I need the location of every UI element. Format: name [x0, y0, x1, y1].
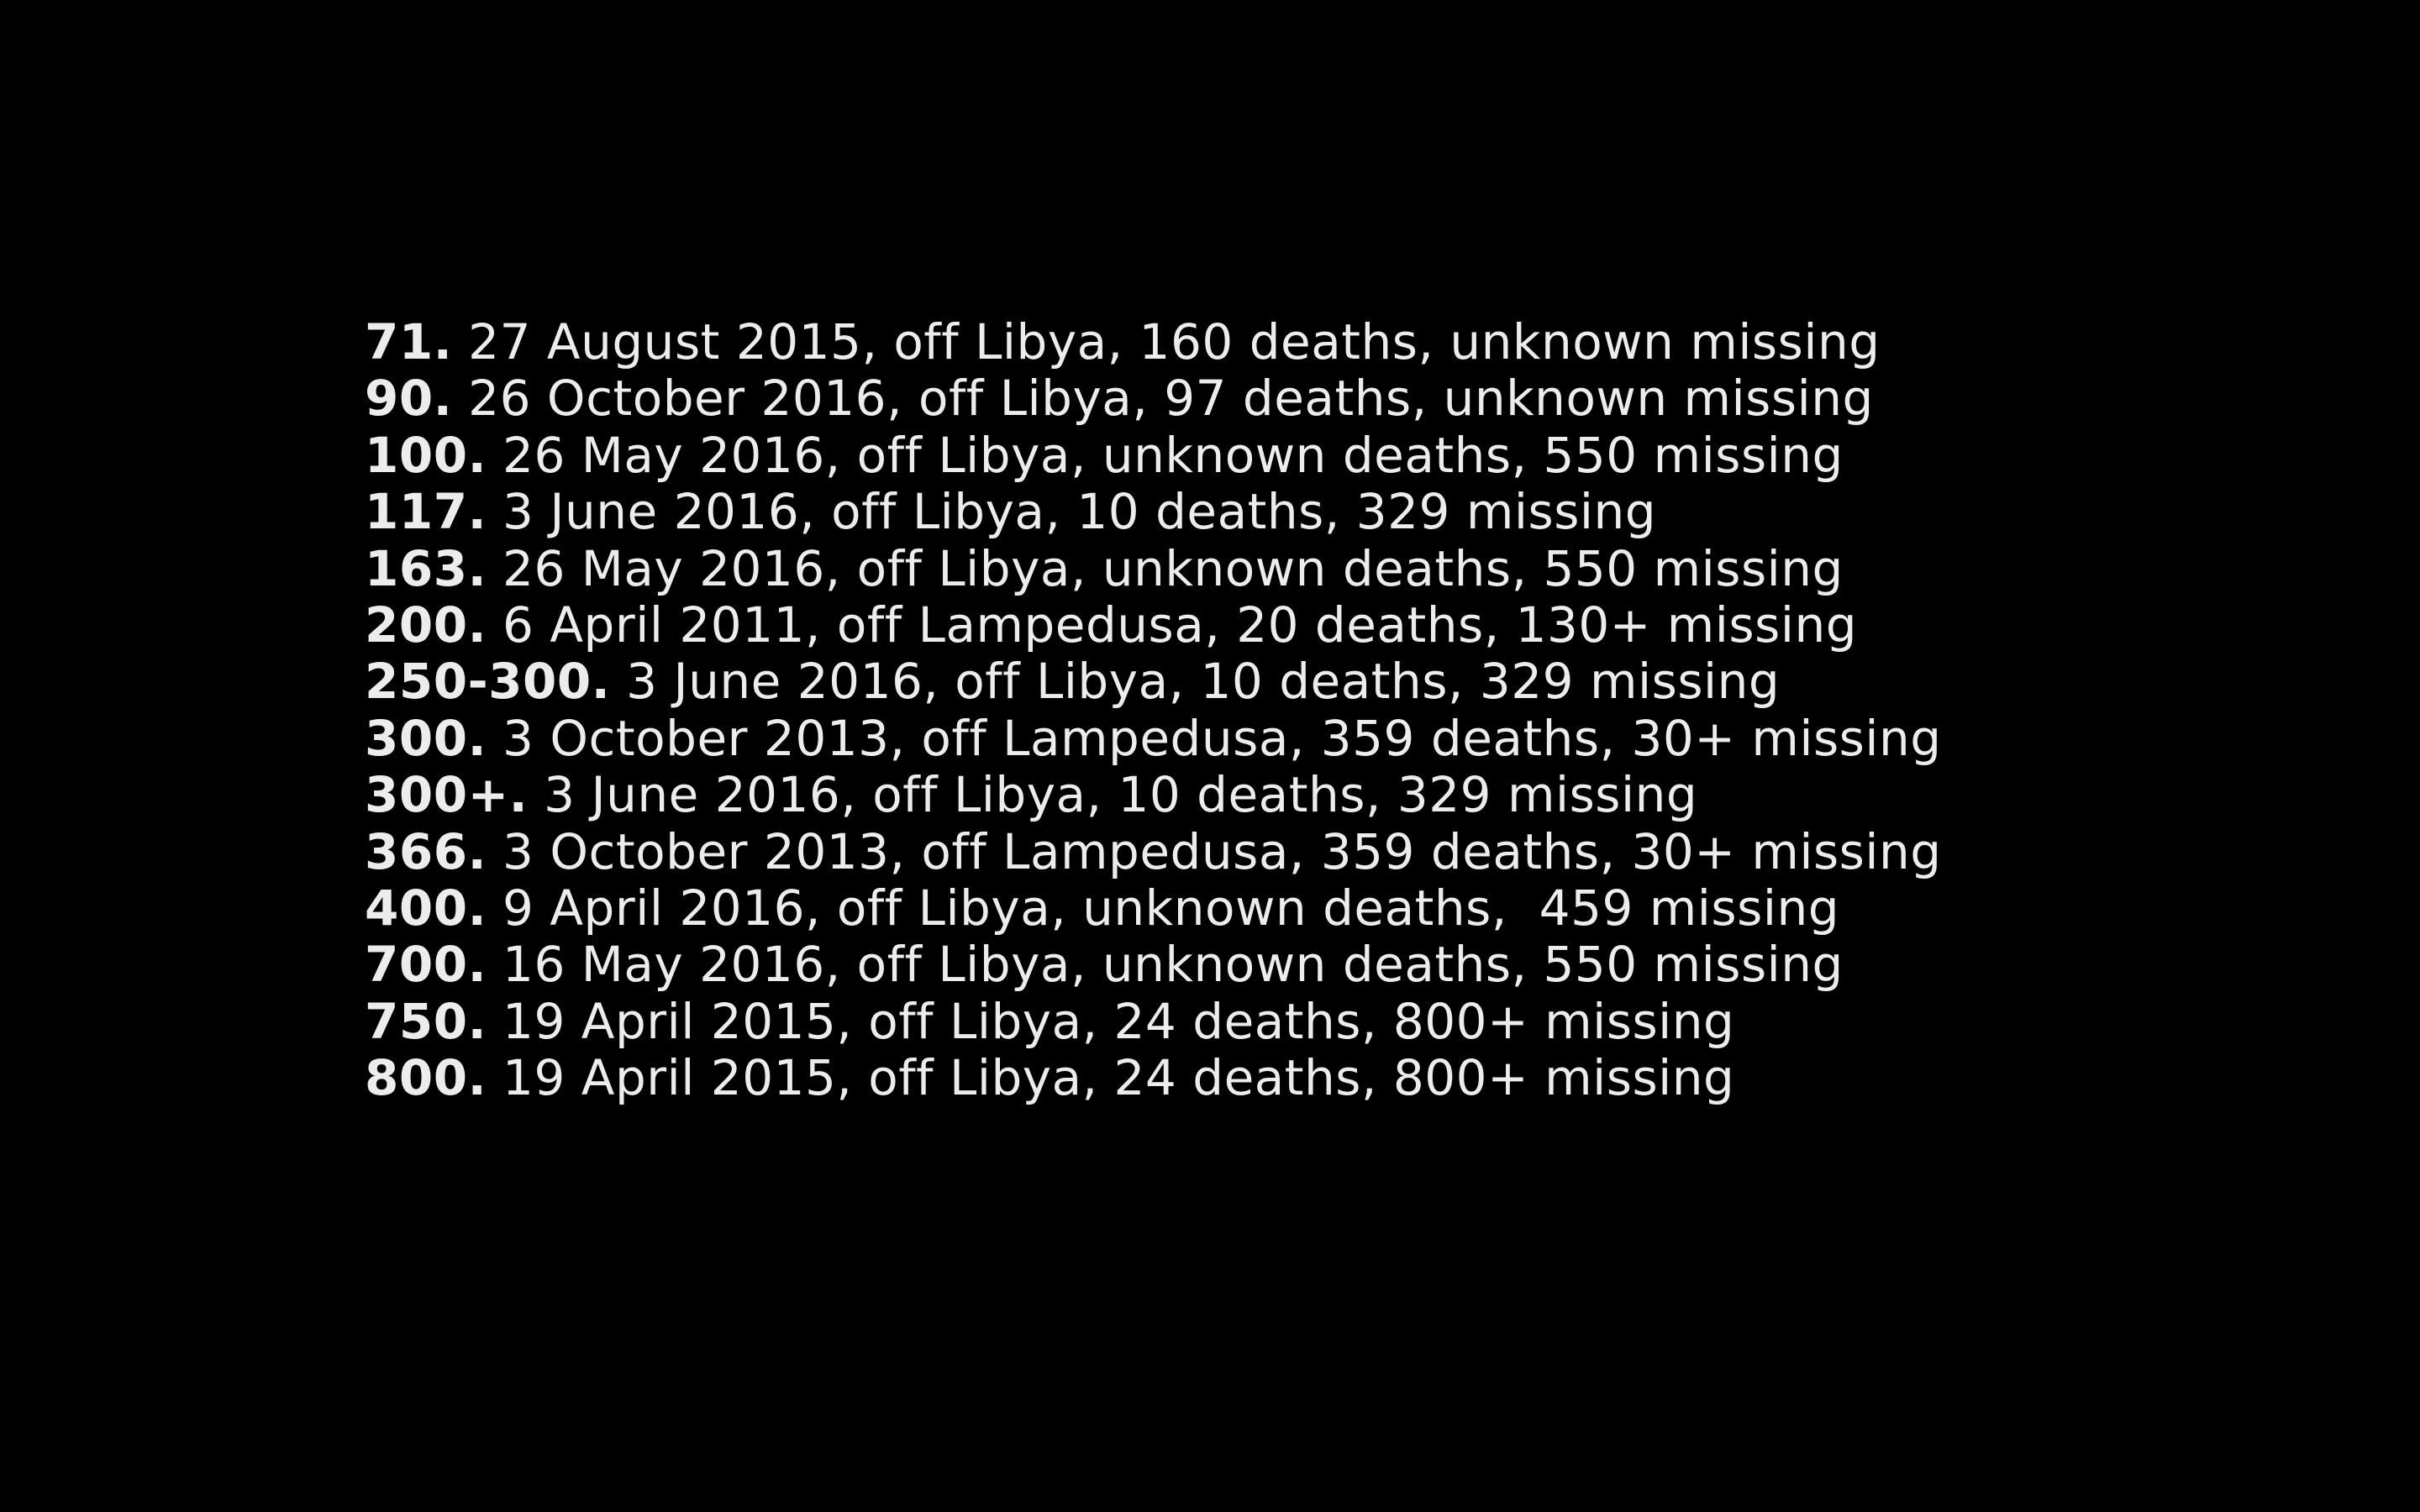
list-item — [365, 484, 1942, 540]
entry-text: 3 June 2016, off Libya, 10 deaths, 329 missing — [487, 483, 1657, 541]
list-item — [365, 711, 1942, 767]
list-item — [365, 1050, 1942, 1106]
entry-text: 19 April 2015, off Libya, 24 deaths, 800+ missing — [487, 1049, 1735, 1107]
list-item — [365, 654, 1942, 710]
entry-number: 300. — [365, 709, 487, 767]
entry-number: 250-300. — [365, 653, 611, 711]
entry-text: 26 May 2016, off Libya, unknown deaths, 550 missing — [487, 426, 1844, 484]
list-item — [365, 824, 1942, 880]
list-item — [365, 994, 1942, 1050]
entry-number: 117. — [365, 483, 487, 541]
list-item — [365, 428, 1942, 484]
list-item — [365, 880, 1942, 937]
entry-number: 750. — [365, 992, 487, 1050]
entry-number: 400. — [365, 879, 487, 937]
list-item — [365, 370, 1942, 427]
entry-text: 26 May 2016, off Libya, unknown deaths, 550 missing — [487, 539, 1844, 597]
entry-text: 3 October 2013, off Lampedusa, 359 deaths, 30+ missing — [487, 822, 1942, 880]
list-item — [365, 541, 1942, 597]
entry-number: 800. — [365, 1049, 487, 1107]
entry-number: 90. — [365, 370, 453, 428]
entry-text: 6 April 2011, off Lampedusa, 20 deaths, 130+ missing — [487, 596, 1858, 654]
entry-number: 366. — [365, 822, 487, 880]
entry-number: 163. — [365, 539, 487, 597]
entry-list — [365, 314, 1942, 1107]
entry-number: 100. — [365, 426, 487, 484]
entry-text: 3 October 2013, off Lampedusa, 359 deaths, 30+ missing — [487, 709, 1942, 767]
entry-number: 71. — [365, 313, 453, 370]
entry-text: 27 August 2015, off Libya, 160 deaths, unknown missing — [452, 313, 1881, 370]
entry-number: 300+. — [365, 766, 529, 824]
entry-text: 16 May 2016, off Libya, unknown deaths, 550 missing — [487, 936, 1844, 994]
entry-text: 9 April 2016, off Libya, unknown deaths, 459 missing — [487, 879, 1840, 937]
entry-text: 3 June 2016, off Libya, 10 deaths, 329 missing — [610, 653, 1781, 711]
list-item — [365, 597, 1942, 654]
list-item — [365, 937, 1942, 993]
entry-text: 19 April 2015, off Libya, 24 deaths, 800+ missing — [487, 992, 1735, 1050]
list-item — [365, 314, 1942, 370]
entry-text: 26 October 2016, off Libya, 97 deaths, unknown missing — [452, 370, 1874, 428]
entry-number: 200. — [365, 596, 487, 654]
entry-text: 3 June 2016, off Libya, 10 deaths, 329 missing — [528, 766, 1698, 824]
entry-number: 700. — [365, 936, 487, 994]
list-item — [365, 767, 1942, 823]
